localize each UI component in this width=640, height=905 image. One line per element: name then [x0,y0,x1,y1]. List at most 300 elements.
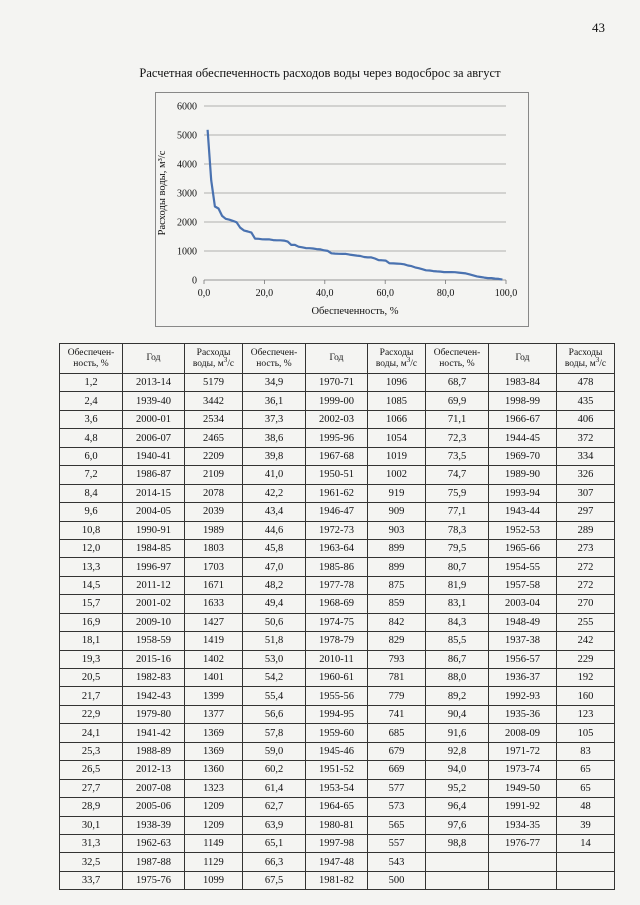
table-cell: 54,2 [243,669,306,687]
table-cell: 1981-82 [306,871,368,889]
table-cell: 44,6 [243,521,306,539]
table-cell: 95,2 [426,779,489,797]
table-cell: 98,8 [426,834,489,852]
table-cell: 4,8 [60,429,123,447]
table-cell: 91,6 [426,724,489,742]
table-cell: 1,2 [60,374,123,392]
table-header-row [60,344,615,374]
table-cell: 2209 [185,447,243,465]
y-tick-label: 0 [192,275,197,287]
table-cell: 1967-68 [306,447,368,465]
table-header-cell: Год [489,344,557,374]
table-cell: 2014-15 [123,484,185,502]
table-cell: 1962-63 [123,834,185,852]
x-tick-label: 20,0 [255,288,274,299]
table-cell: 1936-37 [489,669,557,687]
table-header-cell: Обеспечен- ность, % [426,344,489,374]
table-cell: 229 [557,650,615,668]
table-cell: 272 [557,558,615,576]
table-cell: 573 [368,798,426,816]
table-cell: 90,4 [426,705,489,723]
table-cell: 1633 [185,595,243,613]
table-cell: 1935-36 [489,705,557,723]
x-tick-label: 80,0 [436,288,455,299]
table-cell: 270 [557,595,615,613]
table-cell: 2008-09 [489,724,557,742]
table-cell: 77,1 [426,503,489,521]
table-cell: 47,0 [243,558,306,576]
table-cell: 123 [557,705,615,723]
table-cell [426,853,489,871]
table-cell: 13,3 [60,558,123,576]
table-cell: 18,1 [60,632,123,650]
table-cell: 38,6 [243,429,306,447]
table-cell: 289 [557,521,615,539]
series-line [208,130,503,280]
table-cell: 1973-74 [489,761,557,779]
table-cell: 1096 [368,374,426,392]
table-cell: 32,5 [60,853,123,871]
y-tick-label: 6000 [177,101,197,113]
table-cell: 53,0 [243,650,306,668]
table-cell: 326 [557,466,615,484]
table-cell: 1377 [185,705,243,723]
table-cell: 1369 [185,742,243,760]
table-cell: 79,5 [426,539,489,557]
table-cell: 57,8 [243,724,306,742]
table-cell: 372 [557,429,615,447]
table-cell: 1966-67 [489,410,557,428]
table-cell: 297 [557,503,615,521]
table-cell: 1974-75 [306,613,368,631]
table-cell: 14,5 [60,576,123,594]
table-cell: 1998-99 [489,392,557,410]
table-cell: 49,4 [243,595,306,613]
table-cell: 10,8 [60,521,123,539]
table-cell: 1954-55 [489,558,557,576]
table-cell: 2011-12 [123,576,185,594]
table-cell: 1961-62 [306,484,368,502]
table-row [60,779,615,797]
table-cell: 1971-72 [489,742,557,760]
table-cell: 51,8 [243,632,306,650]
table-cell: 1952-53 [489,521,557,539]
y-tick-label: 5000 [177,130,197,142]
table-cell: 34,9 [243,374,306,392]
table-cell: 1941-42 [123,724,185,742]
table-cell: 1965-66 [489,539,557,557]
table-cell: 903 [368,521,426,539]
table-row [60,632,615,650]
table-row [60,834,615,852]
table-cell: 94,0 [426,761,489,779]
table-cell: 1949-50 [489,779,557,797]
table-cell: 1019 [368,447,426,465]
table-cell: 899 [368,539,426,557]
table-cell: 543 [368,853,426,871]
table-cell: 160 [557,687,615,705]
page-number: 43 [592,20,605,35]
table-row [60,576,615,594]
table-cell: 1419 [185,632,243,650]
table-cell: 2001-02 [123,595,185,613]
table-cell: 679 [368,742,426,760]
table-cell: 1946-47 [306,503,368,521]
table-cell: 1360 [185,761,243,779]
table-cell: 2000-01 [123,410,185,428]
line-chart [156,93,528,326]
table-cell: 1209 [185,798,243,816]
table-cell: 2006-07 [123,429,185,447]
table-cell: 105 [557,724,615,742]
table-cell: 875 [368,576,426,594]
table-cell: 86,7 [426,650,489,668]
table-row [60,613,615,631]
table-cell: 83,1 [426,595,489,613]
table-cell: 1986-87 [123,466,185,484]
table-cell: 406 [557,410,615,428]
table-row [60,392,615,410]
table-cell: 89,2 [426,687,489,705]
table-cell [426,871,489,889]
table-cell: 1129 [185,853,243,871]
y-tick-label: 3000 [177,188,197,200]
table-cell: 1942-43 [123,687,185,705]
table-row [60,466,615,484]
x-tick-label: 100,0 [494,288,518,299]
table-row [60,871,615,889]
table-cell: 1149 [185,834,243,852]
table-cell: 1997-98 [306,834,368,852]
table-cell: 42,2 [243,484,306,502]
table-cell [489,871,557,889]
table-cell: 1099 [185,871,243,889]
table-cell: 1938-39 [123,816,185,834]
table-cell: 14 [557,834,615,852]
table-cell: 1209 [185,816,243,834]
table-cell: 67,5 [243,871,306,889]
table-cell: 1970-71 [306,374,368,392]
table-cell: 8,4 [60,484,123,502]
table-cell: 577 [368,779,426,797]
table-cell: 1979-80 [123,705,185,723]
table-cell: 71,1 [426,410,489,428]
table-cell: 1401 [185,669,243,687]
x-tick-label: 0,0 [197,288,211,299]
table-cell: 1999-00 [306,392,368,410]
table-cell: 66,3 [243,853,306,871]
table-cell: 68,7 [426,374,489,392]
table-cell: 829 [368,632,426,650]
table-cell: 30,1 [60,816,123,834]
table-cell: 1976-77 [489,834,557,852]
table-row [60,761,615,779]
table-cell: 36,1 [243,392,306,410]
table-cell: 48,2 [243,576,306,594]
table-row [60,650,615,668]
table-cell: 2013-14 [123,374,185,392]
table-cell: 1985-86 [306,558,368,576]
table-cell: 1991-92 [489,798,557,816]
table-cell: 1957-58 [489,576,557,594]
table-cell: 1968-69 [306,595,368,613]
table-cell: 779 [368,687,426,705]
table-cell: 1984-85 [123,539,185,557]
table-cell: 1369 [185,724,243,742]
table-cell: 192 [557,669,615,687]
table-row [60,558,615,576]
table-cell: 1943-44 [489,503,557,521]
table-cell: 1399 [185,687,243,705]
table-row [60,503,615,521]
table-cell: 78,3 [426,521,489,539]
table-cell: 1959-60 [306,724,368,742]
table-cell: 65 [557,779,615,797]
table-cell: 1937-38 [489,632,557,650]
table-header-cell: Расходы воды, $м^3/с$ [368,344,426,374]
table-cell: 1989-90 [489,466,557,484]
table-header-cell: Год [123,344,185,374]
table-cell: 1066 [368,410,426,428]
table-cell: 1945-46 [306,742,368,760]
table-row [60,429,615,447]
table-cell: 6,0 [60,447,123,465]
table-header-cell: Год [306,344,368,374]
table-row [60,816,615,834]
table-cell: 2465 [185,429,243,447]
table-header-cell: Расходы воды, $м^3/с$ [185,344,243,374]
table-cell: 50,6 [243,613,306,631]
table-row [60,705,615,723]
table-cell: 1982-83 [123,669,185,687]
table-cell: 75,9 [426,484,489,502]
table-cell: 1978-79 [306,632,368,650]
table-cell: 81,9 [426,576,489,594]
table-cell: 26,5 [60,761,123,779]
table-cell: 1054 [368,429,426,447]
table-row [60,669,615,687]
table-cell [557,871,615,889]
table-header-cell: Расходы воды, $м^3/с$ [557,344,615,374]
table-cell: 20,5 [60,669,123,687]
table-cell: 37,3 [243,410,306,428]
table-cell: 2002-03 [306,410,368,428]
table-cell: 3,6 [60,410,123,428]
table-cell: 16,9 [60,613,123,631]
table-cell: 1944-45 [489,429,557,447]
table-cell: 1939-40 [123,392,185,410]
table-cell: 1402 [185,650,243,668]
table-cell: 2,4 [60,392,123,410]
table-cell: 1085 [368,392,426,410]
table-cell: 1950-51 [306,466,368,484]
table-cell: 88,0 [426,669,489,687]
table-row [60,521,615,539]
table-cell [489,853,557,871]
y-tick-label: 1000 [177,246,197,258]
chart-area [155,92,529,327]
table-cell: 72,3 [426,429,489,447]
table-cell: 1947-48 [306,853,368,871]
table-row [60,687,615,705]
y-tick-label: 4000 [177,159,197,171]
table-cell: 1002 [368,466,426,484]
table-cell: 48 [557,798,615,816]
table-cell: 500 [368,871,426,889]
table-cell: 56,6 [243,705,306,723]
table-cell: 3442 [185,392,243,410]
table-cell [557,853,615,871]
table-cell: 19,3 [60,650,123,668]
table-cell: 478 [557,374,615,392]
table-cell: 15,7 [60,595,123,613]
table-cell: 2078 [185,484,243,502]
y-axis-label: Расходы воды, м³/с [157,150,168,236]
table-cell: 28,9 [60,798,123,816]
table-row [60,724,615,742]
table-cell: 62,7 [243,798,306,816]
table-cell: 272 [557,576,615,594]
table-cell: 92,8 [426,742,489,760]
table-cell: 85,5 [426,632,489,650]
table-cell: 12,0 [60,539,123,557]
table-cell: 1960-61 [306,669,368,687]
table-cell: 74,7 [426,466,489,484]
table-cell: 1995-96 [306,429,368,447]
table-cell: 1987-88 [123,853,185,871]
table-cell: 2010-11 [306,650,368,668]
table-cell: 1988-89 [123,742,185,760]
table-cell: 24,1 [60,724,123,742]
table-cell: 1994-95 [306,705,368,723]
table-cell: 1956-57 [489,650,557,668]
table-cell: 1990-91 [123,521,185,539]
table-cell: 2003-04 [489,595,557,613]
table-cell: 25,3 [60,742,123,760]
table-cell: 39 [557,816,615,834]
chart-title: Расчетная обеспеченность расходов воды через водосброс за август [139,66,501,80]
table-cell: 1955-56 [306,687,368,705]
table-cell: 61,4 [243,779,306,797]
table-cell: 273 [557,539,615,557]
table-cell: 255 [557,613,615,631]
x-tick-label: 60,0 [376,288,394,299]
table-cell: 41,0 [243,466,306,484]
table-row [60,484,615,502]
table-cell: 242 [557,632,615,650]
table-cell: 793 [368,650,426,668]
table-cell: 21,7 [60,687,123,705]
table-cell: 1983-84 [489,374,557,392]
table-cell: 1948-49 [489,613,557,631]
table-cell: 80,7 [426,558,489,576]
table-cell: 2534 [185,410,243,428]
table-cell: 1427 [185,613,243,631]
table-row [60,742,615,760]
table-cell: 33,7 [60,871,123,889]
data-table [59,343,615,890]
table-cell: 65,1 [243,834,306,852]
table-cell: 2007-08 [123,779,185,797]
table-cell: 39,8 [243,447,306,465]
table-cell: 1969-70 [489,447,557,465]
x-tick-label: 40,0 [316,288,334,299]
table-cell: 565 [368,816,426,834]
table-cell: 1323 [185,779,243,797]
table-cell: 919 [368,484,426,502]
table-cell: 842 [368,613,426,631]
table-cell: 2005-06 [123,798,185,816]
table-cell: 2012-13 [123,761,185,779]
table-row [60,595,615,613]
table-cell: 31,3 [60,834,123,852]
table-cell: 2015-16 [123,650,185,668]
table-cell: 899 [368,558,426,576]
table-cell: 557 [368,834,426,852]
x-axis-label: Обеспеченность, % [311,306,399,317]
table-row [60,539,615,557]
y-tick-label: 2000 [177,217,197,229]
table-cell: 859 [368,595,426,613]
table-cell: 1958-59 [123,632,185,650]
table-cell: 435 [557,392,615,410]
table-header-cell: Обеспечен- ность, % [243,344,306,374]
table-row [60,798,615,816]
table-cell: 27,7 [60,779,123,797]
table-cell: 2004-05 [123,503,185,521]
table-cell: 1951-52 [306,761,368,779]
table-cell: 1803 [185,539,243,557]
table-cell: 307 [557,484,615,502]
table-cell: 1964-65 [306,798,368,816]
table-cell: 1703 [185,558,243,576]
table-cell: 1671 [185,576,243,594]
table-cell: 1972-73 [306,521,368,539]
table-cell: 63,9 [243,816,306,834]
table-cell: 1963-64 [306,539,368,557]
table-cell: 97,6 [426,816,489,834]
table-cell: 1975-76 [123,871,185,889]
table-cell: 1989 [185,521,243,539]
table-cell: 909 [368,503,426,521]
table-cell: 43,4 [243,503,306,521]
table-cell: 781 [368,669,426,687]
table-cell: 2039 [185,503,243,521]
table-cell: 2009-10 [123,613,185,631]
table-cell: 5179 [185,374,243,392]
table-row [60,447,615,465]
table-cell: 1996-97 [123,558,185,576]
table-cell: 73,5 [426,447,489,465]
table-row [60,374,615,392]
table-cell: 1953-54 [306,779,368,797]
table-cell: 1980-81 [306,816,368,834]
table-cell: 60,2 [243,761,306,779]
table-cell: 69,9 [426,392,489,410]
table-cell: 84,3 [426,613,489,631]
table-cell: 55,4 [243,687,306,705]
table-cell: 83 [557,742,615,760]
table-cell: 1977-78 [306,576,368,594]
table-cell: 685 [368,724,426,742]
table-row [60,853,615,871]
table-cell: 9,6 [60,503,123,521]
table-cell: 96,4 [426,798,489,816]
table-cell: 1992-93 [489,687,557,705]
table-cell: 669 [368,761,426,779]
table-cell: 7,2 [60,466,123,484]
table-cell: 65 [557,761,615,779]
